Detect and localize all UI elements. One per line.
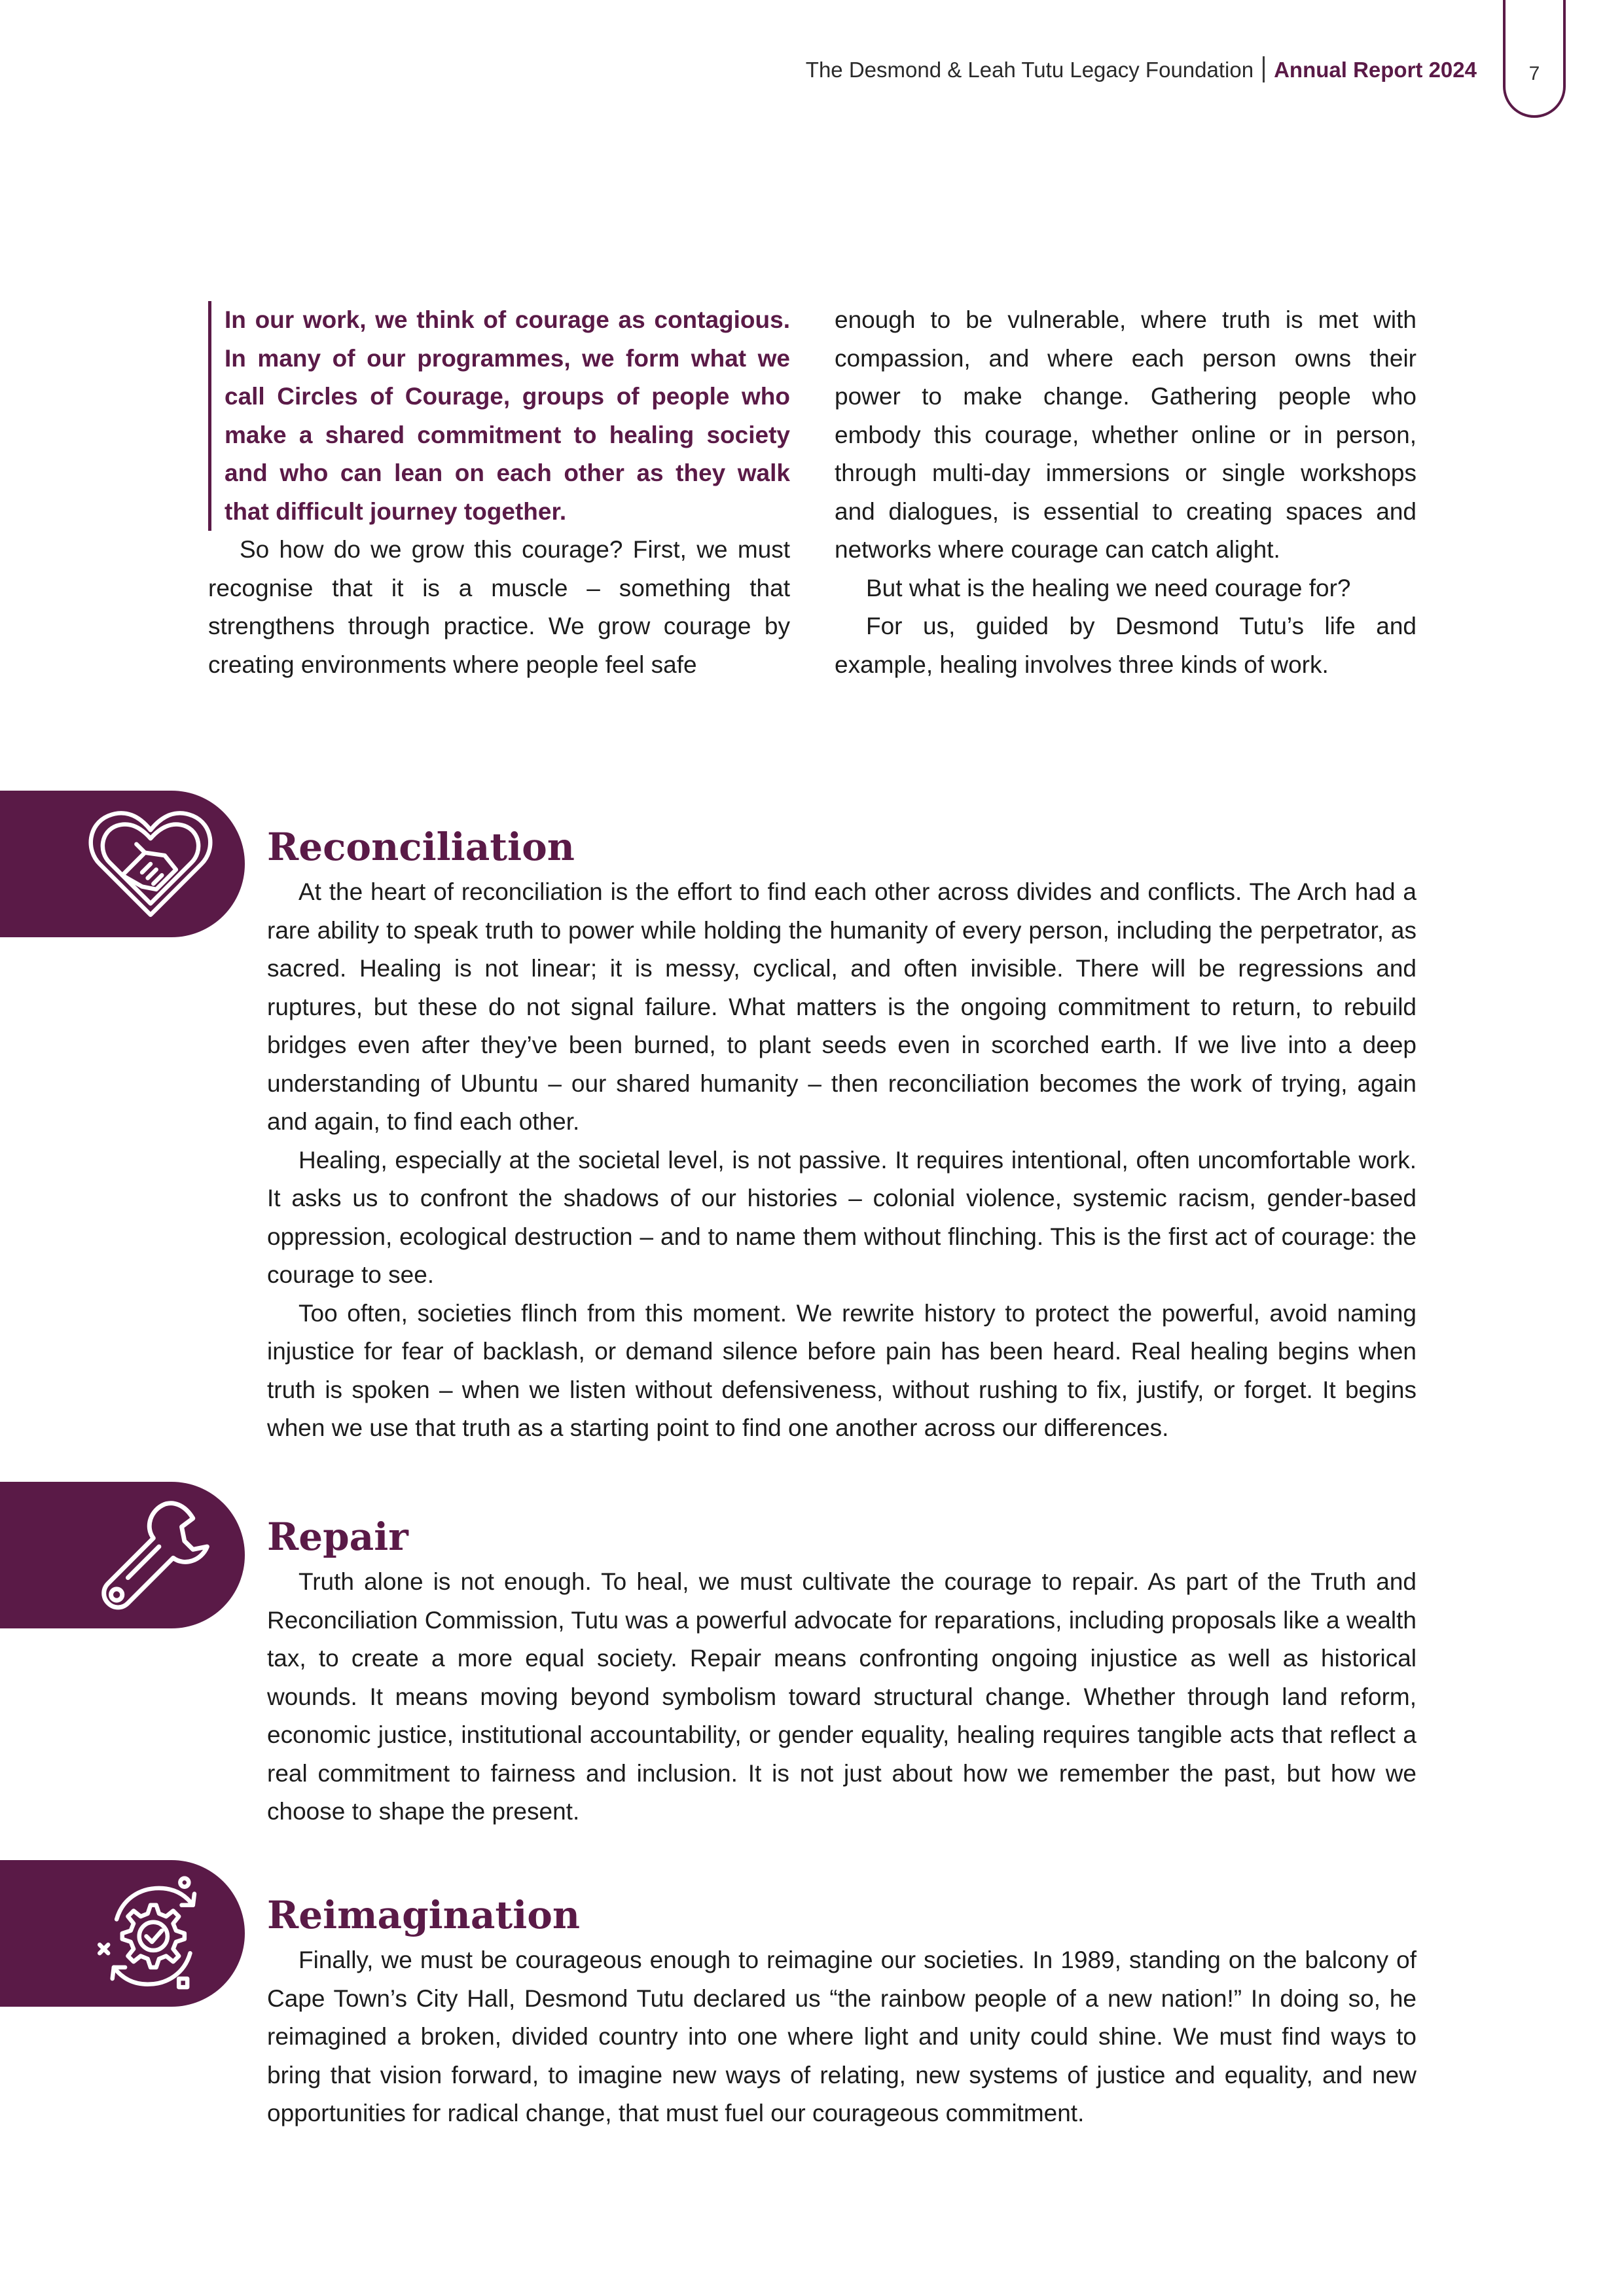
intro-paragraph: So how do we grow this courage? First, we must recognise that it is a muscle – something that strengthens through practice. We grow courage by creating environments where people feel safe (208, 536, 790, 678)
section-icon-tab (0, 1860, 245, 2007)
intro-paragraph: enough to be vulnerable, where truth is met with compassion, and where each person owns their power to make change. Gathering people who embody this courage, whether online or in person, through multi-day immersions or single workshops and dialogues, is essential to creating spaces and networks where courage can catch alight. (835, 306, 1416, 563)
section-body (267, 1941, 1416, 2133)
intro-columns (208, 301, 1416, 684)
section-title: Reconciliation (267, 825, 575, 869)
pullquote: In our work, we think of courage as contagious. In many of our programmes, we form what we call Circles of Courage, groups of people who make a shared commitment to healing society and who can lean on each other as they walk that difficult journey together. (208, 301, 790, 531)
page-number-tab (1503, 0, 1566, 118)
report-title: Annual Report 2024 (1274, 58, 1477, 82)
section-body (267, 1563, 1416, 1831)
section-paragraph: Truth alone is not enough. To heal, we must cultivate the courage to repair. As part of the Truth and Reconciliation Commission, Tutu was a powerful advocate for reparations, including proposals like a wealth tax, to create a more equal society. Repair means confronting ongoing injustice as well as historical wounds. It means moving beyond symbolism toward structural change. Whether through land reform, economic justice, institutional accountability, or gender equality, healing requires tangible acts that reflect a real commitment to fairness and inclusion. It is not just about how we remember the past, but how we choose to shape the present. (267, 1568, 1416, 1825)
intro-paragraph: But what is the healing we need courage for? (866, 574, 1351, 601)
section-title: Repair (267, 1515, 408, 1559)
section-title: Reimagination (267, 1893, 581, 1937)
section-icon-tab (0, 791, 245, 937)
intro-left-column (208, 301, 790, 684)
section-paragraph: Finally, we must be courageous enough to reimagine our societies. In 1989, standing on the balcony of Cape Town’s City Hall, Desmond Tutu declared us “the rainbow people of a new nation!” In doing so, he reimagined a broken, divided country into one where light and unity could shine. We must find ways to bring that vision forward, to imagine new ways of relating, new systems of justice and equality, and new opportunities for radical change, that must fuel our courageous commitment. (267, 1946, 1416, 2126)
intro-paragraph: For us, guided by Desmond Tutu’s life and example, healing involves three kinds of work. (835, 613, 1416, 678)
page-number: 7 (1528, 63, 1540, 84)
header-divider (1263, 56, 1265, 82)
heart-handshake-icon (80, 793, 221, 935)
section-paragraph: At the heart of reconciliation is the effort to find each other across divides and conflicts. The Arch had a rare ability to speak truth to power while holding the humanity of every person, including the perpetrator, as sacred. Healing is not linear; it is messy, cyclical, and often invisible. There will be regressions and ruptures, but these do not signal failure. What matters is the ongoing commitment to return, to rebuild bridges even after they’ve been burned, to plant seeds even in scorched earth. If we live into a deep understanding of Ubuntu – our shared humanity – then reconciliation becomes the work of trying, again and again, to find each other. (267, 878, 1416, 1135)
section-paragraph: Too often, societies flinch from this moment. We rewrite history to protect the powerful, avoid naming injustice for fear of backlash, or demand silence before pain has been heard. Real healing begins when truth is spoken – when we listen without defensiveness, without rushing to fix, justify, or forget. It begins when we use that truth as a starting point to find one another across our differences. (267, 1299, 1416, 1441)
section-body (267, 873, 1416, 1448)
section-paragraph: Healing, especially at the societal level, is not passive. It requires intentional, often uncomfortable work. It asks us to confront the shadows of our histories – colonial violence, systemic racism, gender-based oppression, ecological destruction – and to name them without flinching. This is the first act of courage: the courage to see. (267, 1146, 1416, 1288)
section-icon-tab (0, 1482, 245, 1628)
page-header (806, 56, 1477, 82)
intro-right-column (835, 301, 1416, 684)
wrench-icon (80, 1484, 221, 1626)
organization-name: The Desmond & Leah Tutu Legacy Foundation (805, 58, 1254, 82)
gear-cycle-icon (80, 1863, 221, 2004)
